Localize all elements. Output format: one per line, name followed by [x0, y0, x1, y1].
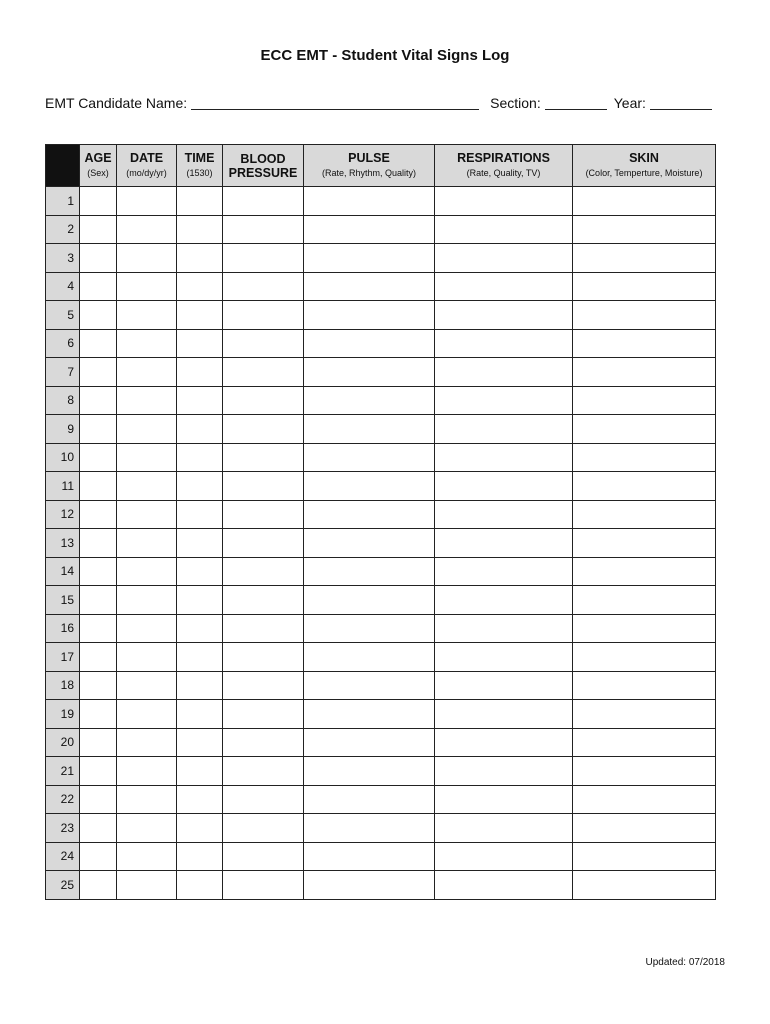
cell-pulse[interactable]: [304, 215, 435, 244]
row-number: 11: [46, 472, 80, 501]
cell-skin[interactable]: [573, 728, 716, 757]
cell-respirations[interactable]: [435, 671, 573, 700]
cell-time[interactable]: [177, 358, 223, 387]
row-number: 14: [46, 557, 80, 586]
cell-blood-pressure[interactable]: [223, 700, 304, 729]
cell-respirations[interactable]: [435, 443, 573, 472]
cell-pulse[interactable]: [304, 301, 435, 330]
cell-blood-pressure[interactable]: [223, 728, 304, 757]
cell-time[interactable]: [177, 329, 223, 358]
cell-age[interactable]: [80, 301, 117, 330]
cell-skin[interactable]: [573, 215, 716, 244]
cell-age[interactable]: [80, 671, 117, 700]
cell-time[interactable]: [177, 215, 223, 244]
cell-pulse[interactable]: [304, 472, 435, 501]
cell-skin[interactable]: [573, 700, 716, 729]
cell-date[interactable]: [117, 386, 177, 415]
cell-respirations[interactable]: [435, 272, 573, 301]
table-row: [46, 358, 716, 387]
cell-pulse[interactable]: [304, 358, 435, 387]
header-corner: [46, 145, 80, 187]
row-number: 16: [46, 614, 80, 643]
row-number: 10: [46, 443, 80, 472]
cell-time[interactable]: [177, 614, 223, 643]
table-row: [46, 472, 716, 501]
cell-blood-pressure[interactable]: [223, 386, 304, 415]
cell-age[interactable]: [80, 842, 117, 871]
cell-respirations[interactable]: [435, 244, 573, 273]
row-number: 20: [46, 728, 80, 757]
cell-skin[interactable]: [573, 529, 716, 558]
section-blank[interactable]: [545, 95, 607, 110]
cell-skin[interactable]: [573, 443, 716, 472]
vital-signs-table: [45, 144, 716, 900]
cell-age[interactable]: [80, 215, 117, 244]
section-label: Section:: [490, 95, 541, 111]
cell-skin[interactable]: [573, 187, 716, 216]
cell-date[interactable]: [117, 272, 177, 301]
cell-blood-pressure[interactable]: [223, 757, 304, 786]
cell-date[interactable]: [117, 301, 177, 330]
cell-age[interactable]: [80, 586, 117, 615]
cell-respirations[interactable]: [435, 814, 573, 843]
row-number: 5: [46, 301, 80, 330]
row-number: 8: [46, 386, 80, 415]
cell-pulse[interactable]: [304, 557, 435, 586]
cell-blood-pressure[interactable]: [223, 329, 304, 358]
cell-skin[interactable]: [573, 386, 716, 415]
page-title: ECC EMT - Student Vital Signs Log: [260, 47, 510, 64]
cell-blood-pressure[interactable]: [223, 614, 304, 643]
cell-skin[interactable]: [573, 757, 716, 786]
table-row: [46, 871, 716, 900]
cell-respirations[interactable]: [435, 500, 573, 529]
header-age: AGE (Sex): [80, 145, 117, 187]
cell-pulse[interactable]: [304, 529, 435, 558]
cell-blood-pressure[interactable]: [223, 785, 304, 814]
cell-age[interactable]: [80, 529, 117, 558]
cell-respirations[interactable]: [435, 557, 573, 586]
cell-blood-pressure[interactable]: [223, 272, 304, 301]
cell-respirations[interactable]: [435, 358, 573, 387]
cell-skin[interactable]: [573, 415, 716, 444]
cell-skin[interactable]: [573, 814, 716, 843]
cell-date[interactable]: [117, 215, 177, 244]
cell-skin[interactable]: [573, 244, 716, 273]
table-row: [46, 785, 716, 814]
candidate-info-line: [45, 95, 715, 111]
row-number: 22: [46, 785, 80, 814]
row-number: 13: [46, 529, 80, 558]
cell-skin[interactable]: [573, 643, 716, 672]
cell-time[interactable]: [177, 386, 223, 415]
cell-respirations[interactable]: [435, 728, 573, 757]
table-row: [46, 757, 716, 786]
cell-blood-pressure[interactable]: [223, 643, 304, 672]
cell-respirations[interactable]: [435, 871, 573, 900]
cell-skin[interactable]: [573, 871, 716, 900]
table-row: [46, 671, 716, 700]
cell-blood-pressure[interactable]: [223, 671, 304, 700]
cell-pulse[interactable]: [304, 643, 435, 672]
cell-age[interactable]: [80, 272, 117, 301]
cell-time[interactable]: [177, 415, 223, 444]
cell-time[interactable]: [177, 272, 223, 301]
table-row: [46, 500, 716, 529]
table-row: [46, 529, 716, 558]
cell-date[interactable]: [117, 757, 177, 786]
cell-pulse[interactable]: [304, 871, 435, 900]
cell-blood-pressure[interactable]: [223, 415, 304, 444]
cell-age[interactable]: [80, 386, 117, 415]
row-number: 1: [46, 187, 80, 216]
table-row: [46, 814, 716, 843]
cell-respirations[interactable]: [435, 700, 573, 729]
cell-date[interactable]: [117, 614, 177, 643]
cell-pulse[interactable]: [304, 785, 435, 814]
cell-time[interactable]: [177, 785, 223, 814]
cell-age[interactable]: [80, 700, 117, 729]
cell-blood-pressure[interactable]: [223, 557, 304, 586]
row-number: 4: [46, 272, 80, 301]
cell-age[interactable]: [80, 329, 117, 358]
cell-time[interactable]: [177, 757, 223, 786]
cell-age[interactable]: [80, 557, 117, 586]
cell-age[interactable]: [80, 244, 117, 273]
header-skin: SKIN (Color, Temperture, Moisture): [573, 145, 716, 187]
cell-blood-pressure[interactable]: [223, 814, 304, 843]
cell-date[interactable]: [117, 500, 177, 529]
cell-blood-pressure[interactable]: [223, 842, 304, 871]
year-label: Year:: [613, 95, 646, 111]
row-number: 23: [46, 814, 80, 843]
cell-skin[interactable]: [573, 671, 716, 700]
cell-pulse[interactable]: [304, 443, 435, 472]
table-row: [46, 557, 716, 586]
cell-skin[interactable]: [573, 842, 716, 871]
cell-respirations[interactable]: [435, 785, 573, 814]
cell-date[interactable]: [117, 187, 177, 216]
row-number: 24: [46, 842, 80, 871]
cell-date[interactable]: [117, 728, 177, 757]
cell-blood-pressure[interactable]: [223, 358, 304, 387]
row-number: 17: [46, 643, 80, 672]
cell-blood-pressure[interactable]: [223, 244, 304, 273]
cell-age[interactable]: [80, 187, 117, 216]
cell-time[interactable]: [177, 643, 223, 672]
cell-respirations[interactable]: [435, 301, 573, 330]
cell-pulse[interactable]: [304, 814, 435, 843]
cell-skin[interactable]: [573, 785, 716, 814]
cell-date[interactable]: [117, 529, 177, 558]
header-respirations: RESPIRATIONS (Rate, Quality, TV): [435, 145, 573, 187]
row-number: 2: [46, 215, 80, 244]
cell-blood-pressure[interactable]: [223, 586, 304, 615]
table-row: [46, 244, 716, 273]
cell-time[interactable]: [177, 842, 223, 871]
cell-age[interactable]: [80, 358, 117, 387]
cell-pulse[interactable]: [304, 728, 435, 757]
table-row: [46, 586, 716, 615]
cell-age[interactable]: [80, 415, 117, 444]
cell-respirations[interactable]: [435, 472, 573, 501]
cell-skin[interactable]: [573, 500, 716, 529]
row-number: 15: [46, 586, 80, 615]
cell-age[interactable]: [80, 500, 117, 529]
cell-skin[interactable]: [573, 301, 716, 330]
cell-blood-pressure[interactable]: [223, 301, 304, 330]
cell-time[interactable]: [177, 586, 223, 615]
cell-respirations[interactable]: [435, 842, 573, 871]
cell-blood-pressure[interactable]: [223, 472, 304, 501]
cell-time[interactable]: [177, 557, 223, 586]
cell-date[interactable]: [117, 586, 177, 615]
cell-respirations[interactable]: [435, 757, 573, 786]
cell-age[interactable]: [80, 472, 117, 501]
row-number: 18: [46, 671, 80, 700]
cell-time[interactable]: [177, 700, 223, 729]
cell-date[interactable]: [117, 671, 177, 700]
cell-age[interactable]: [80, 728, 117, 757]
cell-skin[interactable]: [573, 614, 716, 643]
cell-pulse[interactable]: [304, 700, 435, 729]
cell-age[interactable]: [80, 443, 117, 472]
cell-age[interactable]: [80, 814, 117, 843]
cell-date[interactable]: [117, 700, 177, 729]
cell-age[interactable]: [80, 614, 117, 643]
table-row: [46, 329, 716, 358]
cell-skin[interactable]: [573, 272, 716, 301]
cell-date[interactable]: [117, 785, 177, 814]
row-number: 3: [46, 244, 80, 273]
row-number: 25: [46, 871, 80, 900]
table-row: [46, 643, 716, 672]
cell-blood-pressure[interactable]: [223, 871, 304, 900]
cell-time[interactable]: [177, 814, 223, 843]
cell-pulse[interactable]: [304, 586, 435, 615]
header-blood-pressure: BLOOD PRESSURE: [223, 145, 304, 187]
cell-age[interactable]: [80, 871, 117, 900]
table-row: [46, 842, 716, 871]
table-body: [46, 187, 716, 900]
table-row: [46, 614, 716, 643]
row-number: 21: [46, 757, 80, 786]
cell-date[interactable]: [117, 244, 177, 273]
cell-time[interactable]: [177, 443, 223, 472]
updated-date: Updated: 07/2018: [645, 957, 725, 968]
table-row: [46, 443, 716, 472]
cell-blood-pressure[interactable]: [223, 500, 304, 529]
cell-time[interactable]: [177, 728, 223, 757]
table-row: [46, 386, 716, 415]
cell-blood-pressure[interactable]: [223, 443, 304, 472]
cell-respirations[interactable]: [435, 529, 573, 558]
cell-date[interactable]: [117, 643, 177, 672]
candidate-name-blank[interactable]: [191, 95, 479, 110]
cell-time[interactable]: [177, 529, 223, 558]
cell-respirations[interactable]: [435, 415, 573, 444]
header-date: DATE (mo/dy/yr): [117, 145, 177, 187]
table-row: [46, 187, 716, 216]
cell-date[interactable]: [117, 329, 177, 358]
table-row: [46, 301, 716, 330]
cell-skin[interactable]: [573, 557, 716, 586]
cell-blood-pressure[interactable]: [223, 529, 304, 558]
cell-skin[interactable]: [573, 586, 716, 615]
cell-time[interactable]: [177, 472, 223, 501]
cell-pulse[interactable]: [304, 187, 435, 216]
cell-pulse[interactable]: [304, 842, 435, 871]
header-pulse: PULSE (Rate, Rhythm, Quality): [304, 145, 435, 187]
cell-date[interactable]: [117, 358, 177, 387]
header-row: [46, 145, 716, 187]
cell-date[interactable]: [117, 842, 177, 871]
cell-blood-pressure[interactable]: [223, 215, 304, 244]
cell-time[interactable]: [177, 244, 223, 273]
cell-date[interactable]: [117, 415, 177, 444]
cell-age[interactable]: [80, 757, 117, 786]
cell-date[interactable]: [117, 871, 177, 900]
table-row: [46, 700, 716, 729]
cell-skin[interactable]: [573, 358, 716, 387]
cell-pulse[interactable]: [304, 757, 435, 786]
cell-respirations[interactable]: [435, 329, 573, 358]
cell-time[interactable]: [177, 871, 223, 900]
cell-pulse[interactable]: [304, 671, 435, 700]
row-number: 7: [46, 358, 80, 387]
candidate-name-label: EMT Candidate Name:: [45, 95, 188, 111]
cell-respirations[interactable]: [435, 386, 573, 415]
cell-date[interactable]: [117, 443, 177, 472]
table-row: [46, 415, 716, 444]
cell-pulse[interactable]: [304, 614, 435, 643]
cell-skin[interactable]: [573, 472, 716, 501]
table-row: [46, 728, 716, 757]
year-blank[interactable]: [650, 95, 712, 110]
table-row: [46, 215, 716, 244]
row-number: 19: [46, 700, 80, 729]
cell-pulse[interactable]: [304, 272, 435, 301]
cell-blood-pressure[interactable]: [223, 187, 304, 216]
cell-respirations[interactable]: [435, 586, 573, 615]
cell-pulse[interactable]: [304, 386, 435, 415]
cell-pulse[interactable]: [304, 500, 435, 529]
cell-age[interactable]: [80, 785, 117, 814]
row-number: 12: [46, 500, 80, 529]
header-time: TIME (1530): [177, 145, 223, 187]
cell-time[interactable]: [177, 500, 223, 529]
row-number: 9: [46, 415, 80, 444]
cell-pulse[interactable]: [304, 415, 435, 444]
table-row: [46, 272, 716, 301]
cell-time[interactable]: [177, 671, 223, 700]
cell-respirations[interactable]: [435, 643, 573, 672]
cell-pulse[interactable]: [304, 244, 435, 273]
cell-respirations[interactable]: [435, 614, 573, 643]
cell-age[interactable]: [80, 643, 117, 672]
cell-respirations[interactable]: [435, 215, 573, 244]
cell-time[interactable]: [177, 187, 223, 216]
cell-date[interactable]: [117, 557, 177, 586]
cell-time[interactable]: [177, 301, 223, 330]
cell-pulse[interactable]: [304, 329, 435, 358]
row-number: 6: [46, 329, 80, 358]
cell-skin[interactable]: [573, 329, 716, 358]
cell-respirations[interactable]: [435, 187, 573, 216]
cell-date[interactable]: [117, 814, 177, 843]
cell-date[interactable]: [117, 472, 177, 501]
